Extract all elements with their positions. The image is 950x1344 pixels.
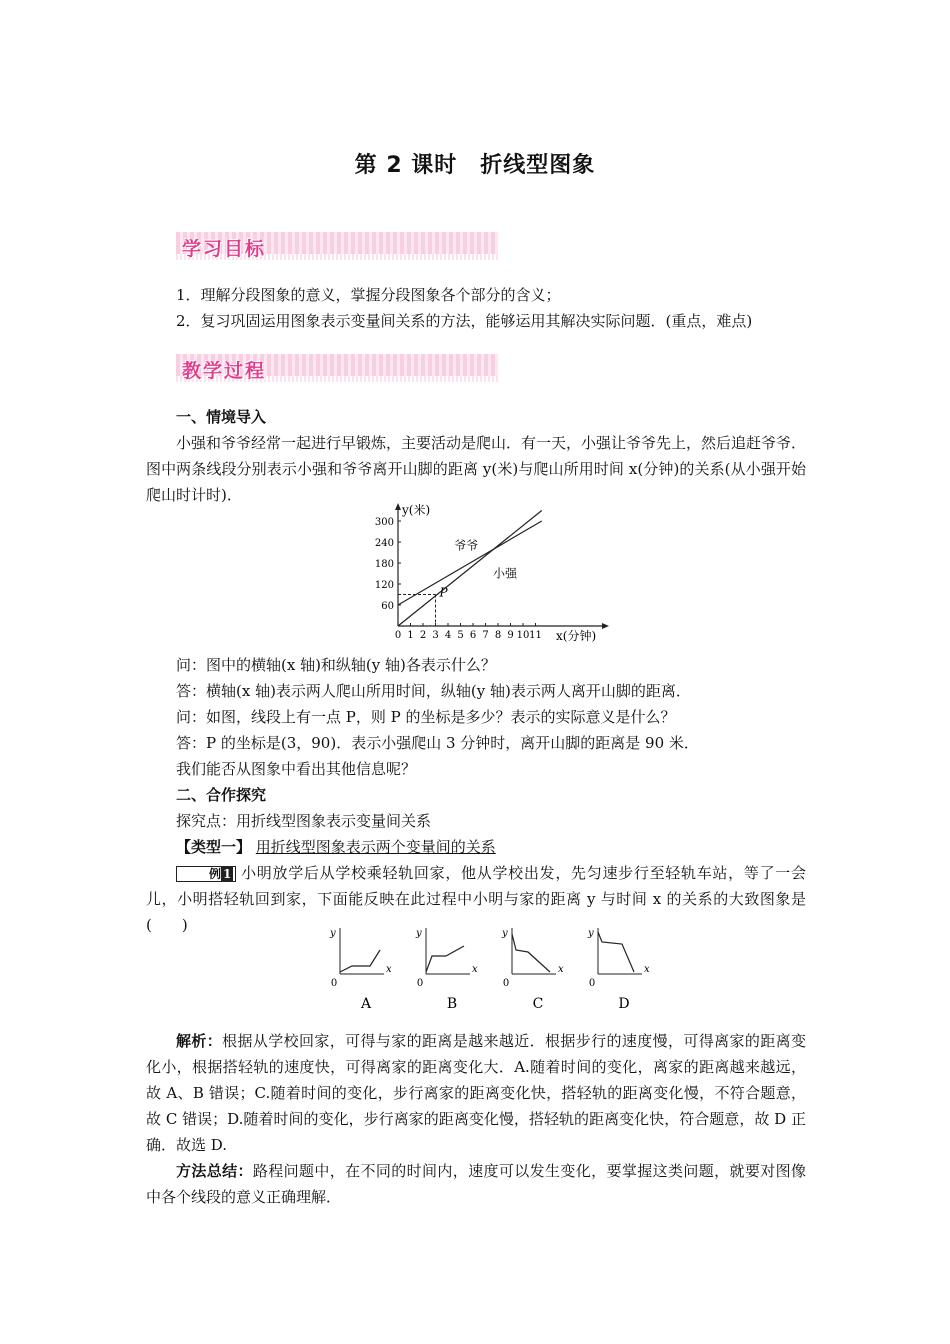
x-tick-label: 7 bbox=[482, 630, 489, 641]
x-tick-label: 6 bbox=[469, 630, 477, 641]
y-axis-label: y bbox=[416, 928, 422, 939]
qa-section bbox=[146, 652, 806, 938]
x-tick-label: 10 bbox=[516, 630, 530, 641]
y-tick-label: 120 bbox=[374, 580, 394, 591]
series-label: 爷爷 bbox=[454, 538, 479, 553]
origin-label: 0 bbox=[588, 978, 596, 989]
y-axis-label: y(米) bbox=[402, 503, 431, 517]
option-chart-b bbox=[415, 928, 478, 1012]
example-number: 1 bbox=[223, 867, 232, 881]
option-curve bbox=[512, 934, 550, 972]
series-line bbox=[398, 511, 542, 627]
series-line bbox=[398, 521, 542, 605]
qa-line: 问：如图，线段上有一点 P，则 P 的坐标是多少？表示的实际意义是什么？ bbox=[176, 708, 676, 726]
x-tick-label: 2 bbox=[419, 630, 427, 641]
option-curve bbox=[340, 950, 380, 972]
x-tick-label: 11 bbox=[529, 630, 542, 641]
goal-item: 1．理解分段图象的意义，掌握分段图象各个部分的含义； bbox=[176, 286, 561, 304]
y-tick-label: 180 bbox=[374, 559, 394, 570]
x-tick-label: 0 bbox=[394, 630, 402, 641]
x-axis-label: x bbox=[644, 964, 650, 975]
banner-learning-goals bbox=[176, 232, 498, 260]
qa-line: 答：横轴(x 轴)表示两人爬山所用时间，纵轴(y 轴)表示两人离开山脚的距离． bbox=[176, 682, 691, 700]
section-heading: 二、合作探究 bbox=[176, 786, 267, 804]
y-axis-label: y bbox=[588, 928, 594, 939]
goals bbox=[146, 282, 806, 334]
y-tick-label: 240 bbox=[374, 538, 394, 549]
origin-label: 0 bbox=[502, 978, 510, 989]
option-chart-d bbox=[587, 928, 650, 1012]
section-heading: 一、情境导入 bbox=[176, 408, 267, 426]
analysis-section bbox=[146, 1028, 806, 1210]
option-label: B bbox=[446, 996, 458, 1012]
intro-section bbox=[146, 404, 806, 508]
analysis-label: 解析： bbox=[176, 1032, 223, 1050]
type-label: 【类型一】 bbox=[176, 838, 252, 856]
x-axis-arrow bbox=[602, 623, 609, 629]
x-tick-label: 5 bbox=[457, 630, 464, 641]
explore-point: 探究点：用折线型图象表示变量间关系 bbox=[176, 812, 432, 830]
option-label: A bbox=[360, 996, 372, 1012]
qa-line: 问：图中的横轴(x 轴)和纵轴(y 轴)各表示什么？ bbox=[176, 656, 496, 674]
option-curve bbox=[426, 946, 464, 972]
y-axis-label: y bbox=[502, 928, 508, 939]
y-tick-label: 60 bbox=[381, 601, 394, 612]
qa-line: 答：P 的坐标是(3，90)．表示小强爬山 3 分钟时，离开山脚的距离是 90 米． bbox=[176, 734, 699, 752]
origin-label: 0 bbox=[330, 978, 338, 989]
x-axis-label: x bbox=[386, 964, 392, 975]
climb-chart bbox=[360, 500, 620, 648]
option-label: C bbox=[532, 996, 544, 1012]
x-tick-label: 3 bbox=[432, 630, 439, 641]
example-tag: 例 bbox=[209, 867, 222, 881]
option-chart-c bbox=[501, 928, 564, 1012]
origin-label: 0 bbox=[416, 978, 424, 989]
example-badge bbox=[176, 866, 236, 882]
analysis-paragraph bbox=[146, 1028, 806, 1158]
x-axis-label: x bbox=[472, 964, 478, 975]
banner-label: 教学过程 bbox=[182, 360, 267, 382]
type-title: 用折线型图象表示两个变量间的关系 bbox=[255, 838, 496, 856]
banner-teaching-process bbox=[176, 354, 498, 382]
banner-label: 学习目标 bbox=[182, 238, 267, 260]
analysis-text: 根据从学校回家，可得与家的距离是越来越近．根据步行的速度慢，可得离家的距离变化小，根据搭轻轨的速度快，可得离家的距离变化大．A.随着时间的变化，离家的距离越来越远，故 A、B 错误；C.随着时间的变化，步行离家的距离变化快，搭轻轨的距离变化慢，不符合题意，故 C 错误；D.随着时间的变化，步行离家的距离变化慢，搭轻轨的距离变化快，符合题意，故 D 正确．故选 D. bbox=[146, 1032, 806, 1154]
type-heading bbox=[146, 834, 806, 860]
summary-paragraph bbox=[146, 1158, 806, 1210]
option-chart-a bbox=[329, 928, 392, 1012]
option-label: D bbox=[618, 996, 630, 1012]
options-charts bbox=[320, 922, 670, 1012]
series-label: 小强 bbox=[493, 566, 518, 581]
option-curve bbox=[598, 932, 634, 972]
x-axis-label: x bbox=[558, 964, 564, 975]
qa-line: 我们能否从图象中看出其他信息呢？ bbox=[176, 760, 417, 778]
x-tick-label: 9 bbox=[507, 630, 514, 641]
intro-paragraph: 小强和爷爷经常一起进行早锻炼，主要活动是爬山．有一天，小强让爷爷先上，然后追赶爷爷．图中两条线段分别表示小强和爷爷离开山脚的距离 y(米)与爬山所用时间 x(分钟)的关系(从小强开始爬山时计时)． bbox=[146, 434, 807, 504]
x-tick-label: 4 bbox=[444, 630, 452, 641]
y-axis-label: y bbox=[330, 928, 336, 939]
y-tick-label: 300 bbox=[374, 517, 394, 528]
page-title: 第 2 课时 折线型图象 bbox=[354, 153, 596, 178]
y-axis-arrow bbox=[395, 503, 401, 510]
x-tick-label: 1 bbox=[407, 630, 414, 641]
x-tick-label: 8 bbox=[494, 630, 502, 641]
x-axis-label: x(分钟) bbox=[556, 629, 597, 643]
summary-label: 方法总结： bbox=[176, 1162, 253, 1180]
point-p-label: P bbox=[439, 585, 448, 600]
example-text: 小明放学后从学校乘轻轨回家，他从学校出发，先匀速步行至轻轨车站，等了一会儿，小明搭轻轨回到家，下面能反映在此过程中小明与家的距离 y 与时间 x 的关系的大致图象是( ) bbox=[146, 864, 806, 934]
summary-text: 路程问题中，在不同的时间内，速度可以发生变化，要掌握这类问题，就要对图像中各个线段的意义正确理解． bbox=[146, 1162, 806, 1206]
goal-item: 2．复习巩固运用图象表示变量间关系的方法，能够运用其解决实际问题．(重点，难点) bbox=[176, 312, 753, 330]
